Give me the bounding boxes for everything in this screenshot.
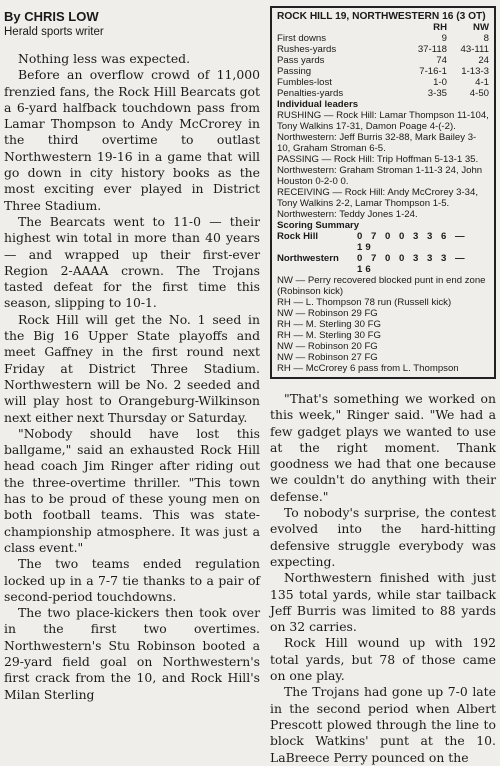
col-nw: NW [473, 22, 489, 33]
story-paragraph: Before an overflow crowd of 11,000 frenzied fans, the Rock Hill Bearcats got a 6-yard halfback touchdown pass from Lamar Thompson to Andy McCrorey in the third overtime to outlast Northwestern 19-16 in a game that will go down in city history books as the most exciting ever played in District Three Stadium. [4, 67, 260, 213]
story-paragraph: Rock Hill wound up with 192 total yards, but 78 of those came on one play. [270, 635, 496, 684]
scoring-play: RH — M. Sterling 30 FG [277, 319, 381, 330]
story-continuation [270, 391, 496, 766]
story-paragraph: "That's something we worked on this week," Ringer said. "We had a few gadget plays we wanted to use at the right moment. Thank goodness we had that one because we couldn't do anything with their defense." [270, 391, 496, 504]
scoring-play: RH — McCrorey 6 pass from L. Thompson [277, 363, 459, 374]
right-column [270, 0, 496, 766]
stat-row: Rushes-yards 37-118 43-111 [277, 44, 489, 55]
scoring-heading: Scoring Summary [277, 220, 360, 231]
stat-row: Pass yards 74 24 [277, 55, 489, 66]
box-score [270, 6, 496, 379]
byline-role: Herald sports writer [4, 26, 104, 38]
stat-row: Passing 7-16-1 1-13-3 [277, 66, 489, 77]
stat-row: Fumbles-lost 1-0 4-1 [277, 77, 489, 88]
left-column [4, 0, 260, 703]
stat-row: Penalties-yards 3-35 4-50 [277, 88, 489, 99]
story-paragraph: The Trojans had gone up 7-0 late in the second period when Albert Prescott plowed through the line to block Watkins' punt at the 10. LaBreece Perry pounced on the [270, 684, 496, 765]
stat-row: First downs 9 8 [277, 33, 489, 44]
leaders-heading: Individual leaders [277, 99, 359, 110]
story-paragraph: The two place-kickers then took over in the first two overtimes. Northwestern's Stu Robinson booted a 29-yard field goal on Northwestern's first crack from the 10, and Rock Hill's Milan Sterling [4, 605, 260, 702]
receiving-leaders: RECEIVING — Rock Hill: Andy McCrorey 3-34, Tony Walkins 2-2, Lamar Thompson 1-5. Northwestern: Teddy Jones 1-24. [277, 187, 478, 220]
scoring-play: NW — Robinson 27 FG [277, 352, 378, 363]
scoring-play: NW — Robinson 29 FG [277, 308, 378, 319]
story-paragraph: The two teams ended regulation locked up in a 7-7 tie thanks to a pair of second-period touchdowns. [4, 556, 260, 604]
story-paragraph: Nothing less was expected. [18, 51, 191, 66]
byline-author: By CHRIS LOW [4, 9, 99, 24]
story-paragraph: "Nobody should have lost this ballgame," said an exhausted Rock Hill head coach Jim Ringer after riding out the three-overtime thriller. "This town has to be proud of these young men on both football teams. This was state-championship atmosphere. It was just a class event." [4, 425, 260, 555]
scoring-play: RH — M. Sterling 30 FG [277, 330, 381, 341]
scoring-play: NW — Perry recovered blocked punt in end zone (Robinson kick) [277, 275, 486, 297]
scoring-play: NW — Robinson 20 FG [277, 341, 378, 352]
box-score-title: ROCK HILL 19, NORTHWESTERN 16 (3 OT) [277, 11, 486, 22]
score-row-northwestern: Northwestern 0 7 0 0 3 3 3 — 16 [277, 253, 468, 275]
story-paragraph: Northwestern finished with just 135 total yards, while star tailback Jeff Burris was limited to 88 yards on 32 carries. [270, 570, 496, 635]
scoring-play: RH — L. Thompson 78 run (Russell kick) [277, 297, 452, 308]
score-row-rock-hill: Rock Hill 0 7 0 0 3 3 6 — 19 [277, 231, 468, 253]
story-paragraph: The Bearcats went to 11-0 — their highest win total in more than 40 years — and wrapped up their first-ever Region 2-AAAA crown. The Trojans tasted defeat for the first time this season, slipping to 10-1. [4, 213, 260, 311]
rushing-leaders: RUSHING — Rock Hill: Lamar Thompson 11-104, Tony Walkins 17-31, Damon Poage 4-(-2). Northwestern: Jeff Burris 32-88, Mark Bailey 3-10, Graham Stroman 6-5. [277, 110, 489, 154]
stat-header-row [277, 22, 489, 33]
story-paragraph: Rock Hill will get the No. 1 seed in the Big 16 Upper State playoffs and meet Gaffney in the first round next Friday at District Three Stadium. Northwestern will be No. 2 seeded and will play host to Orangeburg-Wilkinson next either next Thursday or Saturday. [4, 311, 260, 425]
passing-leaders: PASSING — Rock Hill: Trip Hoffman 5-13-1 35. Northwestern: Graham Stroman 1-11-3 24, John Houston 0-2-0 0. [277, 154, 483, 187]
col-rh: RH [433, 22, 447, 33]
story-paragraph: To nobody's surprise, the contest evolved into the hard-hitting defensive struggle everybody was expecting. [270, 505, 496, 569]
